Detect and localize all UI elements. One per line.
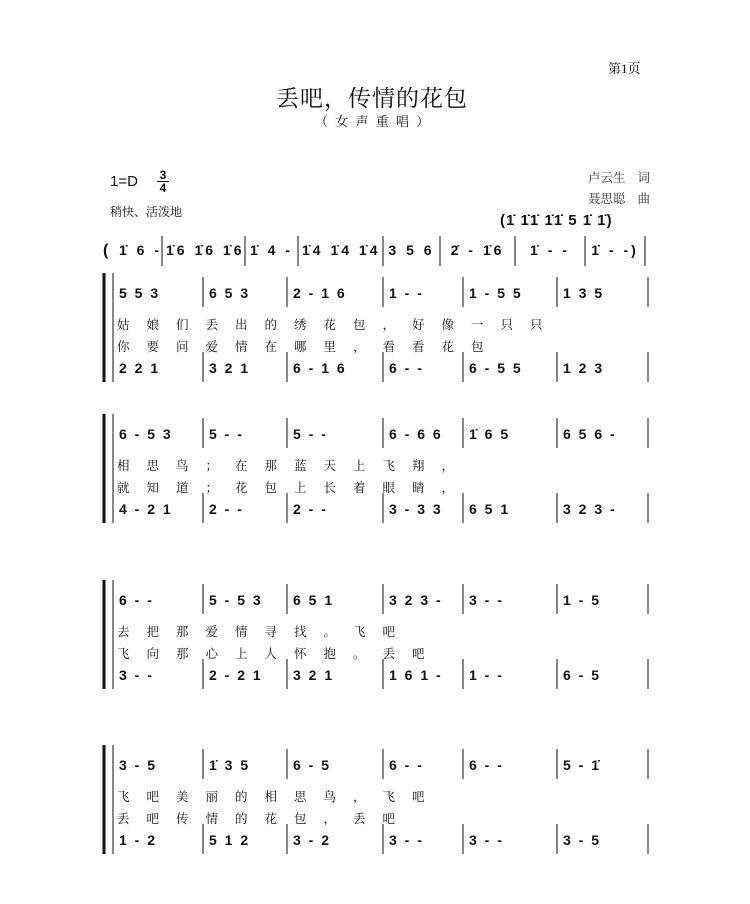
page-number: 第1页 — [608, 61, 641, 76]
page-title: 丢吧，传情的花包 — [276, 86, 468, 111]
intro-measure: 2̇ - 1̇6 — [450, 242, 505, 258]
intro-measure: 1̇4 1̇4 1̇4 — [302, 242, 381, 258]
intro-measure: 1̇ - -) — [591, 242, 639, 258]
lower-voice-measure: 3 2 1 — [293, 667, 335, 683]
upper-voice-measure: 1 3 5 — [563, 285, 605, 301]
upper-voice-measure: 3 - 5 — [119, 757, 158, 773]
time-signature-bottom: 4 — [157, 181, 169, 194]
lower-voice-measure: 3 - 3 3 — [389, 501, 443, 517]
lower-voice-measure: 1 2 3 — [563, 360, 605, 376]
lower-voice-measure: 1 6 1 - — [389, 667, 443, 683]
composer-name: 聂思聪 — [588, 191, 626, 206]
lyricist-name: 卢云生 — [588, 170, 626, 185]
intro-measure: 1̇ - - — [530, 242, 570, 258]
upper-voice-measure: 6 - 5 3 — [119, 426, 173, 442]
upper-voice-measure: 3 2 3 - — [389, 592, 443, 608]
tempo-marking: 稍快、活泼地 — [110, 205, 183, 219]
intro-alt-ending: (1̇ 1̇1̇ 1̇1̇ 5 1̇ 1̇) — [500, 212, 613, 229]
intro-measure: 3 5 6 — [388, 242, 435, 258]
lyric-verse-1: 相思鸟；在那蓝天上飞翔， — [117, 458, 472, 473]
upper-voice-measure: 5 - 5 3 — [209, 592, 263, 608]
composer-role: 曲 — [637, 191, 650, 206]
upper-voice-measure: 6 - - — [119, 592, 154, 608]
lyric-verse-2: 飞向那心上人怀抱。丢吧 — [117, 646, 442, 661]
lower-voice-measure: 1 - 2 — [119, 832, 158, 848]
lyric-verse-1: 飞吧美丽的相思鸟，飞吧 — [117, 789, 442, 804]
lower-voice-measure: 3 - 5 — [563, 832, 602, 848]
lower-voice-measure: 6 5 1 — [469, 501, 511, 517]
lyric-verse-1: 姑娘们丢出的绣花包，好像一只只 — [117, 317, 560, 332]
lower-voice-measure: 3 2 3 - — [563, 501, 617, 517]
lower-voice-measure: 6 - 5 — [563, 667, 602, 683]
key-signature: 1=D — [110, 173, 138, 190]
lyric-verse-1: 去把那爱情寻找。飞吧 — [117, 624, 413, 639]
upper-voice-measure: 2 - 1 6 — [293, 285, 347, 301]
upper-voice-measure: 6 - 6 6 — [389, 426, 443, 442]
lower-voice-measure: 2 2 1 — [119, 360, 161, 376]
intro-measure: 1̇6 1̇6 1̇6 — [166, 242, 245, 258]
lower-voice-measure: 6 - 1 6 — [293, 360, 347, 376]
lower-voice-measure: 4 - 2 1 — [119, 501, 173, 517]
lower-voice-measure: 6 - 5 5 — [469, 360, 523, 376]
upper-voice-measure: 1 - - — [389, 285, 424, 301]
upper-voice-measure: 1̇ 3 5 — [209, 757, 251, 773]
upper-voice-measure: 6 - 5 — [293, 757, 332, 773]
upper-voice-measure: 6 5 6 - — [563, 426, 617, 442]
lyric-verse-2: 你要问爱情在哪里，看看花包 — [117, 339, 501, 354]
lower-voice-measure: 5 1 2 — [209, 832, 251, 848]
lyricist-role: 词 — [637, 170, 650, 185]
upper-voice-measure: 6 - - — [389, 757, 424, 773]
time-signature-top: 3 — [159, 168, 167, 182]
upper-voice-measure: 3 - - — [469, 592, 504, 608]
upper-voice-measure: 1̇ 6 5 — [469, 426, 511, 442]
upper-voice-measure: 5 5 3 — [119, 285, 161, 301]
lower-voice-measure: 3 - - — [469, 832, 504, 848]
lower-voice-measure: 1 - - — [469, 667, 504, 683]
lower-voice-measure: 3 - 2 — [293, 832, 332, 848]
upper-voice-measure: 6 5 3 — [209, 285, 251, 301]
lyric-verse-2: 丢吧传情的花包，丢吧 — [117, 811, 413, 826]
lower-voice-measure: 2 - 2 1 — [209, 667, 263, 683]
upper-voice-measure: 1 - 5 5 — [469, 285, 523, 301]
upper-voice-measure: 5 - 1̇ — [563, 757, 602, 773]
upper-voice-measure: 6 5 1 — [293, 592, 335, 608]
page-subtitle: （ 女 声 重 唱 ） — [315, 114, 432, 129]
intro-measure: 1̇ 4 - — [249, 242, 293, 258]
intro-open-paren: ( — [103, 242, 109, 259]
lower-voice-measure: 2 - - — [209, 501, 244, 517]
upper-voice-measure: 1 - 5 — [563, 592, 602, 608]
lower-voice-measure: 3 - - — [119, 667, 154, 683]
lower-voice-measure: 2 - - — [293, 501, 328, 517]
lower-voice-measure: 6 - - — [389, 360, 424, 376]
lower-voice-measure: 3 - - — [389, 832, 424, 848]
upper-voice-measure: 6 - - — [469, 757, 504, 773]
lyric-verse-2: 就知道；花包上长着眼睛， — [117, 480, 472, 495]
upper-voice-measure: 5 - - — [209, 426, 244, 442]
upper-voice-measure: 5 - - — [293, 426, 328, 442]
intro-measure: 1̇ 6 - — [119, 242, 163, 258]
lower-voice-measure: 3 2 1 — [209, 360, 251, 376]
